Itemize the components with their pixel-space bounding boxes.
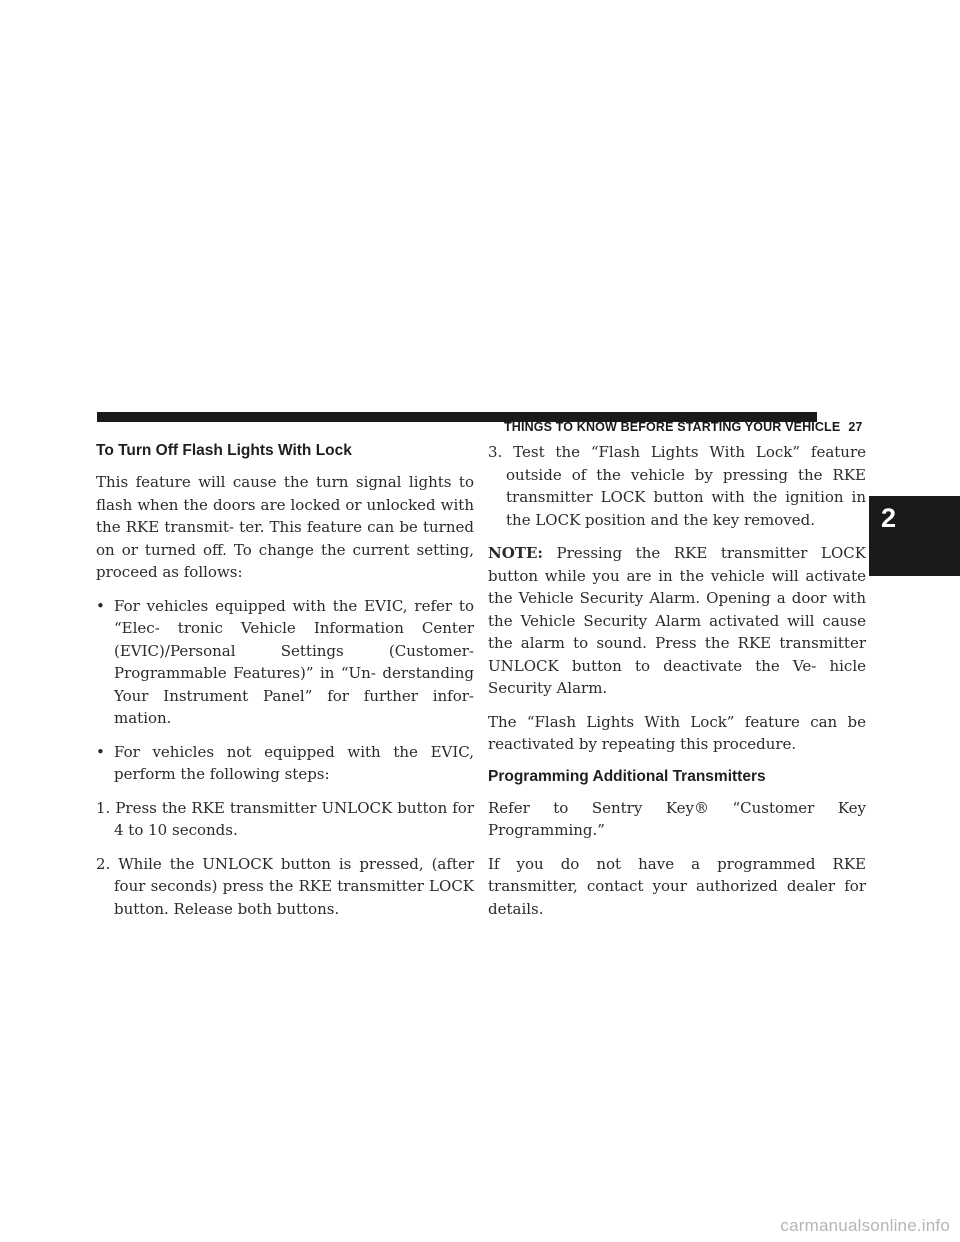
watermark: carmanualsonline.info	[780, 1216, 950, 1235]
note-label: NOTE:	[488, 544, 543, 562]
bullet-icon: •	[96, 742, 105, 761]
intro-paragraph: This feature will cause the turn signal lights to flash when the doors are locked or unlocked with the RKE transmit- ter. This feature can be turned on or turned off. To change the current setting, proceed as follows:	[96, 473, 474, 581]
bullet-item	[96, 741, 474, 786]
bullet-text: For vehicles not equipped with the EVIC, perform the following steps:	[114, 742, 474, 783]
bullet-icon: •	[96, 596, 105, 615]
running-header	[504, 420, 863, 434]
section-heading-flash-lights: To Turn Off Flash Lights With Lock	[96, 442, 352, 459]
right-column	[488, 441, 866, 931]
chapter-number: 2	[881, 503, 897, 533]
dealer-paragraph: If you do not have a programmed RKE transmitter, contact your authorized dealer for details.	[488, 854, 866, 918]
refer-paragraph: Refer to Sentry Key® “Customer Key Programming.”	[488, 798, 866, 839]
section-title: THINGS TO KNOW BEFORE STARTING YOUR VEHICLE	[504, 420, 841, 434]
section-heading-programming: Programming Additional Transmitters	[488, 767, 766, 785]
bullet-item	[96, 595, 474, 730]
chapter-tab	[869, 496, 960, 576]
step-2: 2. While the UNLOCK button is pressed, (after four seconds) press the RKE transmitter LOCK button. Release both buttons.	[96, 854, 474, 918]
bullet-text: For vehicles equipped with the EVIC, refer to “Elec- tronic Vehicle Information Center (EVIC)/Personal Settings (Customer-Programmable Features)” in “Un- derstanding Your Instrument Panel” for further infor- mation.	[114, 596, 474, 727]
page-number: 27	[848, 420, 863, 434]
note-paragraph	[488, 542, 866, 700]
left-column	[96, 441, 474, 931]
step-1: 1. Press the RKE transmitter UNLOCK button for 4 to 10 seconds.	[96, 798, 474, 839]
reactivate-paragraph: The “Flash Lights With Lock” feature can be reactivated by repeating this procedure.	[488, 712, 866, 753]
note-text: Pressing the RKE transmitter LOCK button while you are in the vehicle will activate the Vehicle Security Alarm. Opening a door with the Vehicle Security Alarm activated will cause the alarm to sound. Press the RKE transmitter UNLOCK button to deactivate the Ve- hicle Security Alarm.	[488, 544, 866, 697]
step-3: 3. Test the “Flash Lights With Lock” feature outside of the vehicle by pressing the RKE transmitter LOCK button with the ignition in the LOCK position and the key removed.	[488, 443, 866, 529]
